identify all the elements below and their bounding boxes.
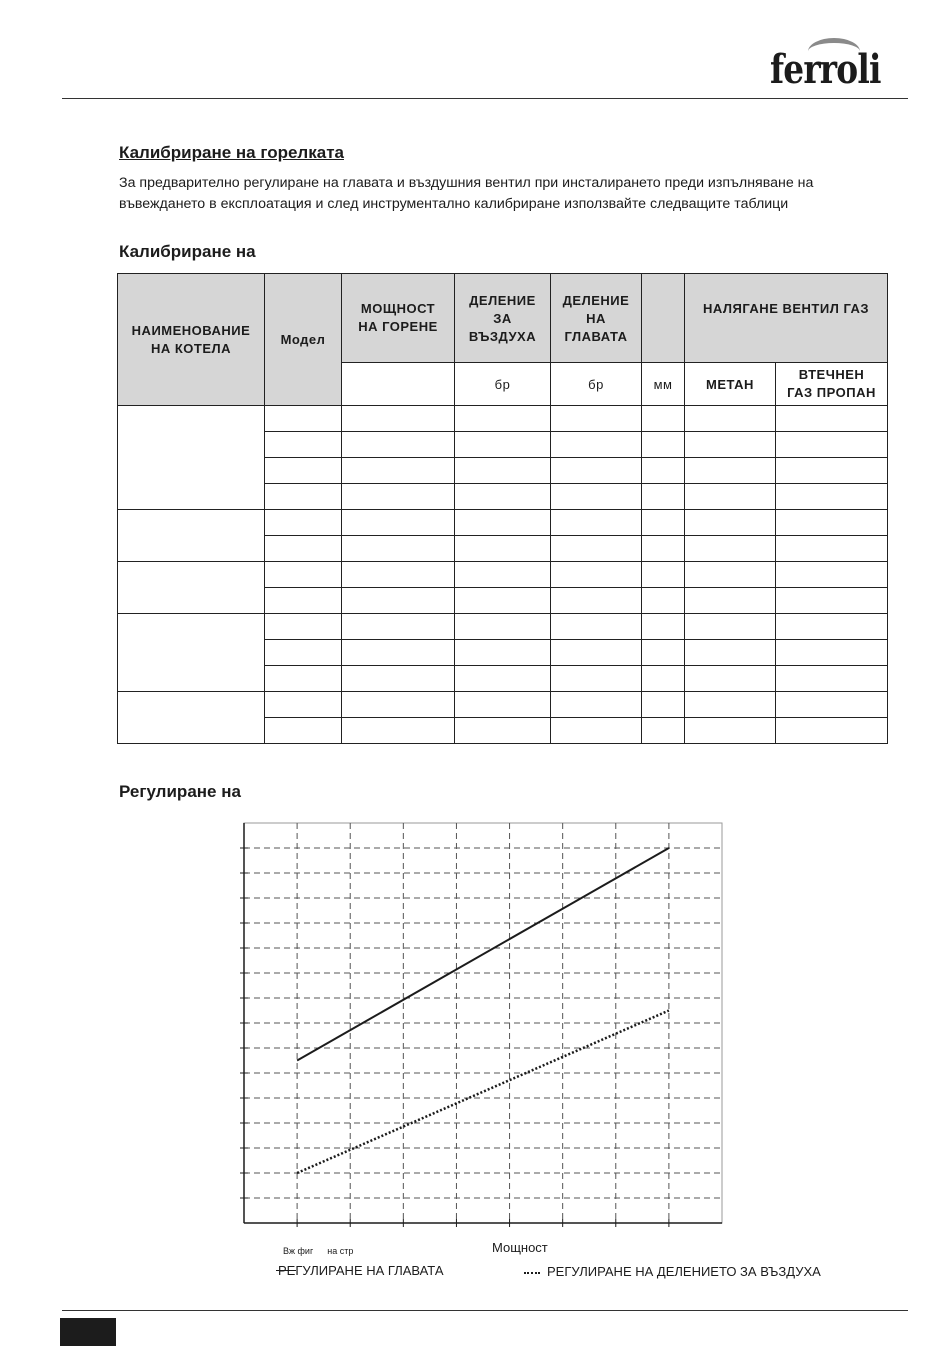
figure-ref-a: Вж фиг xyxy=(283,1246,314,1256)
cell xyxy=(265,536,342,562)
figure-ref-b: на стр xyxy=(327,1246,354,1256)
footer-rule xyxy=(62,1310,908,1311)
cell xyxy=(342,458,455,484)
cell xyxy=(685,510,776,536)
header-boiler-name: НАИМЕНОВАНИЕ НА КОТЕЛА xyxy=(118,274,265,406)
cell xyxy=(551,666,642,692)
cell xyxy=(265,718,342,744)
intro-line-2: въвеждането в експлоатация и след инструментално калибриране използвайте следващите таблици xyxy=(119,196,789,212)
cell xyxy=(265,484,342,510)
cell xyxy=(642,432,685,458)
cell xyxy=(551,588,642,614)
unit-propane: ВТЕЧНЕН ГАЗ ПРОПАН xyxy=(776,363,888,406)
cell xyxy=(455,536,551,562)
cell xyxy=(551,640,642,666)
cell xyxy=(265,510,342,536)
cell xyxy=(776,718,888,744)
cell xyxy=(455,458,551,484)
cell xyxy=(685,432,776,458)
ferroli-logo xyxy=(770,38,880,94)
cell xyxy=(455,614,551,640)
cell xyxy=(551,562,642,588)
header-power: МОЩНОСТ НА ГОРЕНЕ xyxy=(342,274,455,363)
group-4-name xyxy=(118,614,265,692)
cell xyxy=(551,432,642,458)
header-air-division: ДЕЛЕНИЕ ЗА ВЪЗДУХА xyxy=(455,274,551,363)
header-rule xyxy=(62,98,908,99)
cell xyxy=(642,666,685,692)
cell xyxy=(342,614,455,640)
cell xyxy=(265,406,342,432)
cell xyxy=(642,484,685,510)
cell xyxy=(685,666,776,692)
cell xyxy=(551,406,642,432)
cell xyxy=(551,484,642,510)
cell xyxy=(642,536,685,562)
cell xyxy=(551,510,642,536)
cell xyxy=(265,640,342,666)
cell xyxy=(455,692,551,718)
legend-dotted-swatch xyxy=(524,1272,540,1274)
cell xyxy=(551,614,642,640)
cell xyxy=(642,588,685,614)
chart-heading: Регулиране на xyxy=(119,782,241,801)
cell xyxy=(776,536,888,562)
cell xyxy=(455,510,551,536)
header-model: Модел xyxy=(265,274,342,406)
cell xyxy=(342,432,455,458)
table-row xyxy=(118,562,888,588)
cell xyxy=(685,692,776,718)
cell xyxy=(776,510,888,536)
cell xyxy=(642,718,685,744)
cell xyxy=(642,614,685,640)
cell xyxy=(685,406,776,432)
cell xyxy=(455,640,551,666)
cell xyxy=(455,406,551,432)
cell xyxy=(265,562,342,588)
page-number-block xyxy=(60,1318,116,1346)
cell xyxy=(685,640,776,666)
header-gas-valve-pressure: НАЛЯГАНЕ ВЕНТИЛ ГАЗ xyxy=(685,274,888,363)
cell xyxy=(642,640,685,666)
cell xyxy=(685,718,776,744)
cell xyxy=(551,692,642,718)
unit-blank: мм xyxy=(642,363,685,406)
table-row xyxy=(118,614,888,640)
legend-air-regulation: РЕГУЛИРАНЕ НА ДЕЛЕНИЕТО ЗА ВЪЗДУХА xyxy=(547,1264,821,1279)
cell xyxy=(685,588,776,614)
group-5-name xyxy=(118,692,265,744)
cell xyxy=(455,562,551,588)
unit-power xyxy=(342,363,455,406)
cell xyxy=(265,692,342,718)
cell xyxy=(455,588,551,614)
cell xyxy=(776,588,888,614)
table-row xyxy=(118,510,888,536)
cell xyxy=(342,640,455,666)
table-body xyxy=(118,406,888,744)
cell xyxy=(342,692,455,718)
cell xyxy=(685,458,776,484)
series-line-head-regulation xyxy=(297,848,669,1061)
cell xyxy=(265,588,342,614)
cell xyxy=(642,458,685,484)
cell xyxy=(776,562,888,588)
series-line-air-regulation xyxy=(297,1011,669,1174)
section-title: Калибриране на горелката xyxy=(119,143,344,162)
cell xyxy=(265,614,342,640)
cell xyxy=(342,666,455,692)
cell xyxy=(685,614,776,640)
cell xyxy=(342,406,455,432)
cell xyxy=(342,588,455,614)
cell xyxy=(265,666,342,692)
calibration-table xyxy=(117,273,888,744)
cell xyxy=(776,484,888,510)
table-row xyxy=(118,692,888,718)
group-1-name xyxy=(118,406,265,510)
cell xyxy=(685,562,776,588)
cell xyxy=(551,458,642,484)
table-row xyxy=(118,406,888,432)
cell xyxy=(776,666,888,692)
cell xyxy=(776,640,888,666)
cell xyxy=(776,432,888,458)
cell xyxy=(455,432,551,458)
table-heading: Калибриране на xyxy=(119,242,256,261)
cell xyxy=(642,562,685,588)
cell xyxy=(342,484,455,510)
cell xyxy=(776,406,888,432)
cell xyxy=(551,718,642,744)
cell xyxy=(342,562,455,588)
header-blank xyxy=(642,274,685,363)
cell xyxy=(265,458,342,484)
unit-air-division: бр xyxy=(455,363,551,406)
legend-head-regulation: РЕГУЛИРАНЕ НА ГЛАВАТА xyxy=(278,1263,444,1278)
cell xyxy=(455,718,551,744)
cell xyxy=(342,510,455,536)
cell xyxy=(265,432,342,458)
logo-wordmark: ferroli xyxy=(770,46,881,93)
cell xyxy=(776,458,888,484)
figure-reference xyxy=(283,1246,367,1256)
unit-head-division: бр xyxy=(551,363,642,406)
unit-methane: МЕТАН xyxy=(685,363,776,406)
group-2-name xyxy=(118,510,265,562)
header-head-division: ДЕЛЕНИЕ НА ГЛАВАТА xyxy=(551,274,642,363)
cell xyxy=(342,536,455,562)
cell xyxy=(776,692,888,718)
plot-frame xyxy=(244,823,722,1223)
cell xyxy=(642,510,685,536)
intro-line-1: За предварително регулиране на главата и въздушния вентил при инсталирането преди изпълняване на xyxy=(119,175,814,191)
x-axis-label: Мощност xyxy=(492,1240,548,1255)
cell xyxy=(455,666,551,692)
group-3-name xyxy=(118,562,265,614)
cell xyxy=(776,614,888,640)
cell xyxy=(642,692,685,718)
cell xyxy=(685,484,776,510)
cell xyxy=(685,536,776,562)
cell xyxy=(455,484,551,510)
cell xyxy=(642,406,685,432)
cell xyxy=(551,536,642,562)
intro-paragraph xyxy=(119,173,894,215)
cell xyxy=(342,718,455,744)
